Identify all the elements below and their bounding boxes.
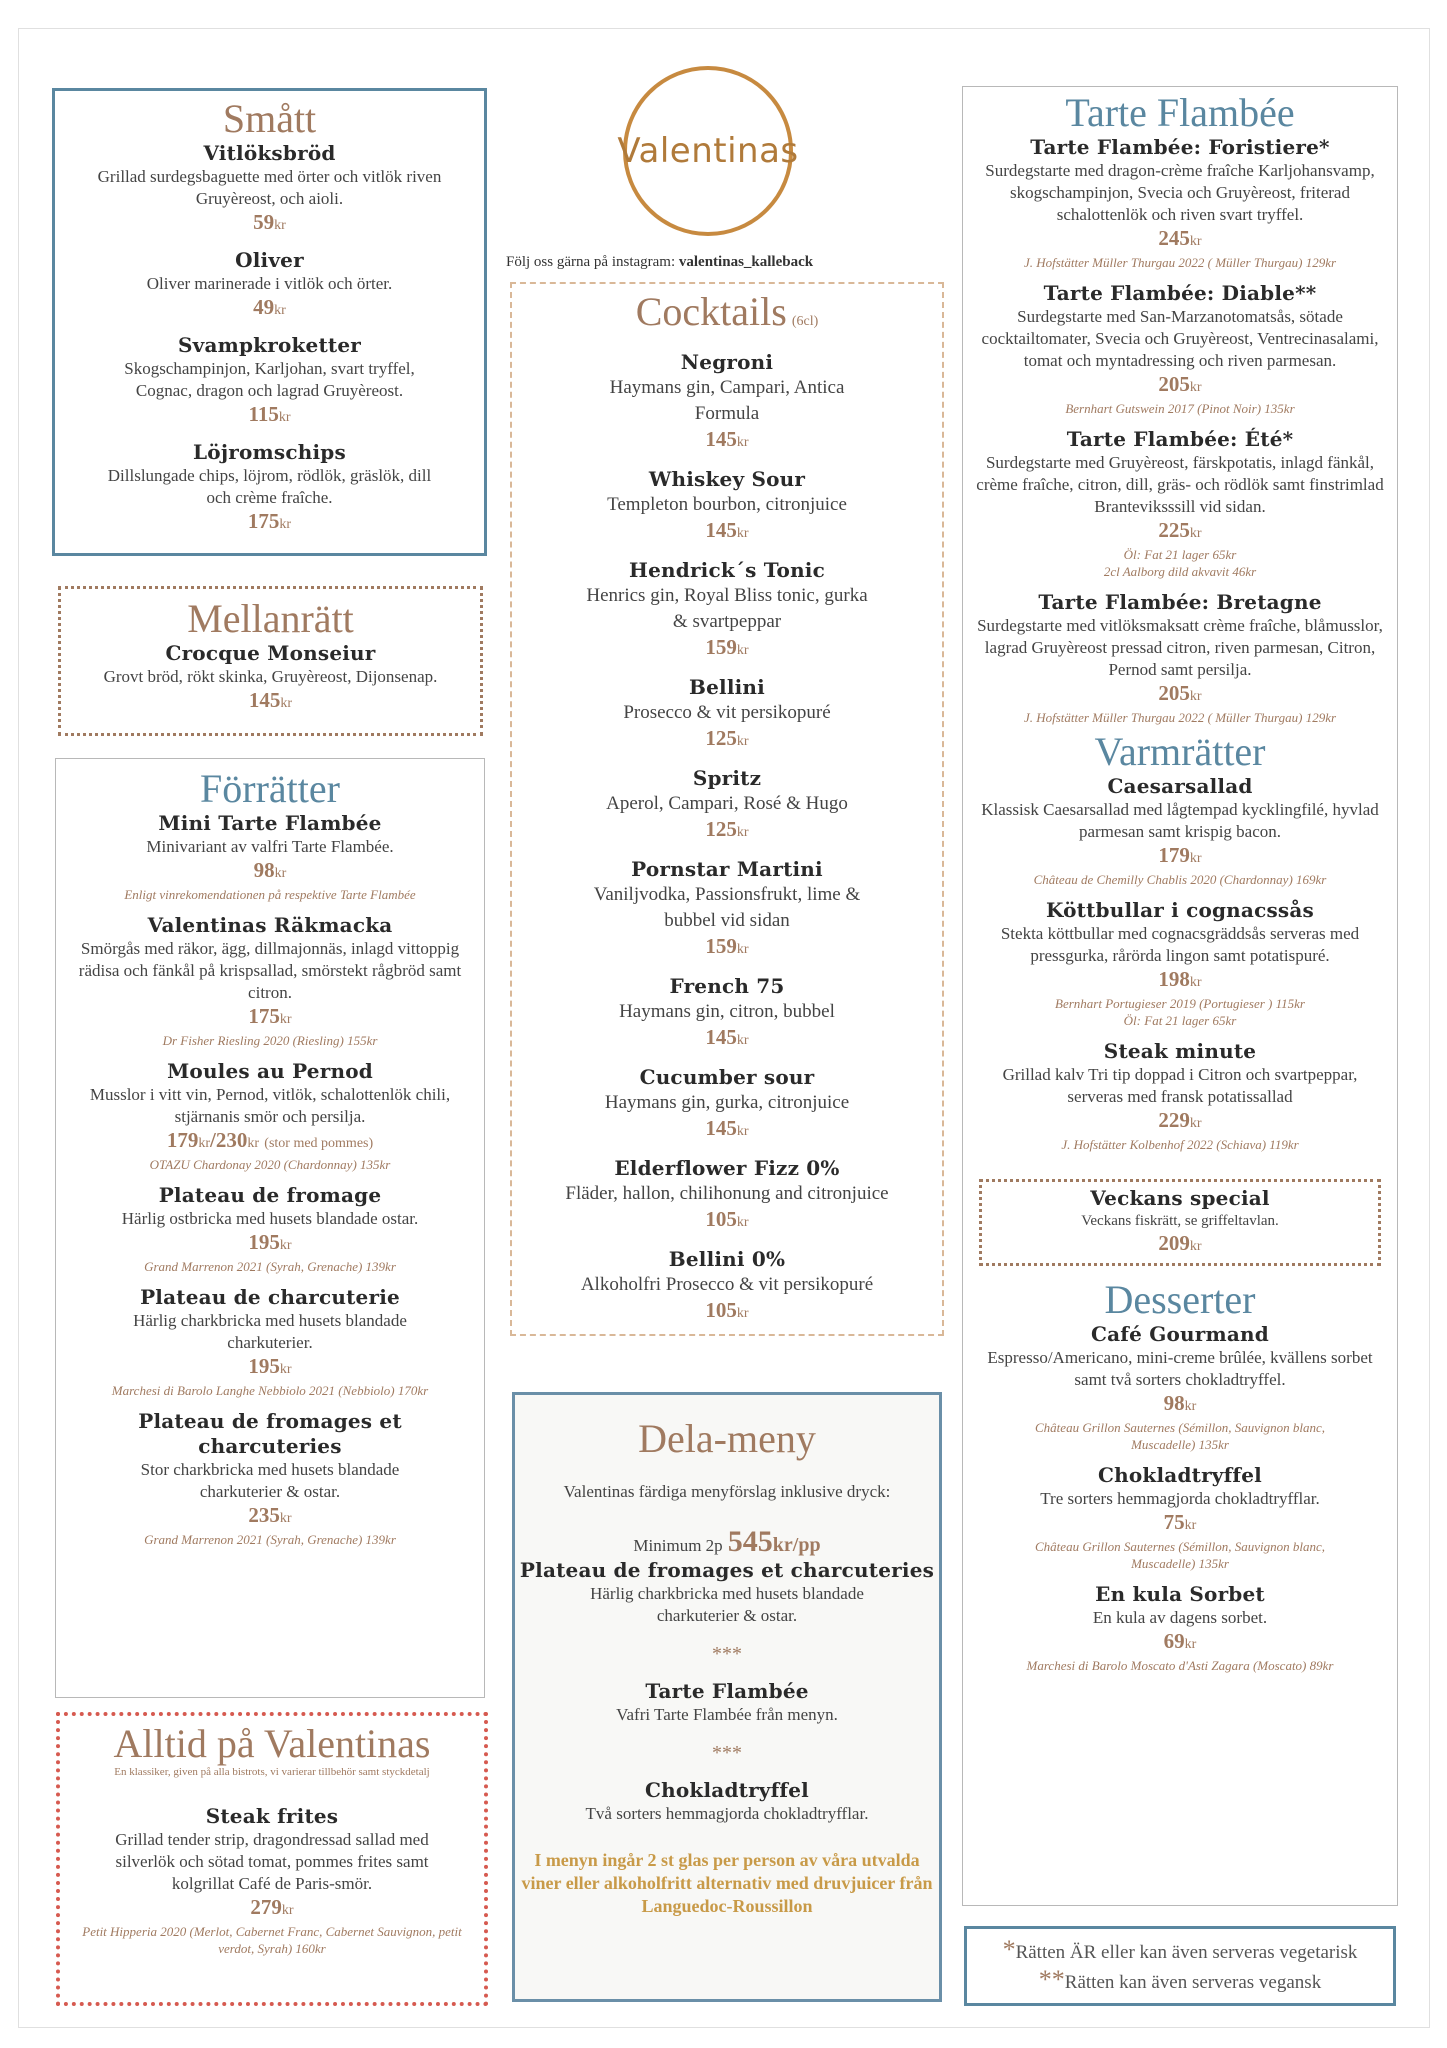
dish-price: 279kr bbox=[250, 1895, 294, 1919]
dish-desc: Smörgås med räkor, ägg, dillmajonnäs, inlagd vittoppig rädisa och fänkål på krispsallad, smörstekt rågbröd samt citron. bbox=[78, 939, 462, 1002]
forratter-item-plateau-fromage bbox=[56, 1183, 484, 1275]
right-column-section bbox=[962, 86, 1398, 1906]
wine-pairing: Château Grillon Sauternes (Sémillon, Sauvignon blanc, Muscadelle) 135kr bbox=[1035, 1420, 1325, 1452]
dish-name: Tarte Flambée: Bretagne bbox=[1038, 590, 1322, 614]
wine-pairing: Château Grillon Sauternes (Sémillon, Sauvignon blanc, Muscadelle) 135kr bbox=[1035, 1539, 1325, 1571]
dish-price: 175kr bbox=[248, 1004, 292, 1028]
cocktail-item bbox=[512, 766, 942, 845]
dish-desc: Skogschampinjon, Karljohan, svart tryffel, Cognac, dragon och lagrad Gruyèreost. bbox=[124, 359, 415, 400]
dish-name: Svampkroketter bbox=[177, 333, 362, 357]
dish-desc: Klassisk Caesarsallad med lågtempad kycklingfilé, hyvlad parmesan samt krispig bacon. bbox=[981, 800, 1379, 841]
delameny-item-name: Chokladtryffel bbox=[645, 1778, 809, 1802]
mellanratt-title: Mellanrätt bbox=[187, 596, 354, 641]
dish-name: En kula Sorbet bbox=[1095, 1582, 1265, 1606]
cocktail-desc: Henrics gin, Royal Bliss tonic, gurka & svartpeppar bbox=[586, 585, 868, 632]
dish-desc: Surdegstarte med vitlöksmaksatt crème fraîche, blåmusslor, lagrad Gruyèreost pressad citron, riven parmesan, Citron, Pernod samt persilja. bbox=[977, 616, 1383, 679]
delameny-item-desc: Vafri Tarte Flambée från menyn. bbox=[616, 1705, 838, 1724]
dish-price: 209kr bbox=[1158, 1231, 1202, 1255]
dessert-item-cafe-gourmand bbox=[963, 1322, 1397, 1453]
cocktail-name: Pornstar Martini bbox=[631, 857, 823, 881]
veckans-special-box bbox=[979, 1179, 1381, 1266]
cocktail-price: 125kr bbox=[705, 726, 749, 750]
cocktail-price: 145kr bbox=[705, 1116, 749, 1140]
cocktail-price: 145kr bbox=[705, 1025, 749, 1049]
tarte-item-diable bbox=[963, 281, 1397, 417]
forratter-item-mini-tarte bbox=[56, 811, 484, 903]
dish-desc: Surdegstarte med Gruyèreost, färskpotatis, inlagd fänkål, crème fraîche, citron, dill, gräs- och rödlök samt finstrimlad Branteviksssill vid sidan. bbox=[976, 453, 1384, 516]
smatt-item-vitloksbrod bbox=[55, 141, 484, 238]
cocktail-price: 105kr bbox=[705, 1298, 749, 1322]
cocktail-desc: Vaniljvodka, Passionsfrukt, lime & bubbel vid sidan bbox=[593, 884, 861, 931]
cocktail-desc: Haymans gin, gurka, citronjuice bbox=[604, 1092, 850, 1113]
dish-desc: Musslor i vitt vin, Pernod, vitlök, schalottenlök chili, stjärnanis smör och persilja. bbox=[89, 1085, 451, 1126]
dish-price: 175kr bbox=[247, 509, 292, 533]
cocktail-name: Bellini bbox=[689, 675, 765, 699]
cocktail-desc: Alkoholfri Prosecco & vit persikopuré bbox=[580, 1274, 874, 1295]
wine-pairing: Bernhart Portugieser 2019 (Portugieser ) 115kr bbox=[1055, 996, 1305, 1011]
dish-desc: En kula av dagens sorbet. bbox=[1092, 1608, 1268, 1627]
legend-vegan: **Rätten kan även serveras vegansk bbox=[1038, 1965, 1322, 1994]
cocktail-desc: Fläder, hallon, chilihonung and citronjuice bbox=[565, 1183, 889, 1204]
cocktail-item bbox=[512, 675, 942, 754]
cocktail-name: Whiskey Sour bbox=[648, 467, 806, 491]
wine-pairing: Dr Fisher Riesling 2020 (Riesling) 155kr bbox=[162, 1033, 378, 1048]
tarte-item-ete bbox=[963, 427, 1397, 580]
cocktail-desc: Prosecco & vit persikopuré bbox=[623, 702, 831, 723]
cocktail-desc: Templeton bourbon, citronjuice bbox=[607, 494, 847, 515]
dish-name: Oliver bbox=[235, 248, 304, 272]
dish-price: 179kr/230kr (stor med pommes) bbox=[166, 1128, 374, 1152]
cocktail-item bbox=[512, 467, 942, 546]
dish-desc: Dillslungade chips, löjrom, rödlök, gräslök, dill och crème fraîche. bbox=[107, 466, 432, 507]
dish-name: Mini Tarte Flambée bbox=[158, 811, 382, 835]
forratter-item-moules bbox=[56, 1059, 484, 1173]
dish-price: 69kr bbox=[1163, 1629, 1197, 1653]
dish-desc: Härlig ostbricka med husets blandade ostar. bbox=[121, 1209, 419, 1228]
cocktail-name: Negroni bbox=[680, 350, 774, 374]
wine-pairing: Öl: Fat 21 lager 65kr bbox=[1123, 547, 1237, 562]
dish-desc: Surdegstarte med San-Marzanotomatsås, sötade cocktailtomater, Svecia och Gruyèreost, Ventrecinasalami, tomat och myntadressing och riven parmesan. bbox=[981, 307, 1379, 370]
dish-desc: Surdegstarte med dragon-crème fraîche Karljohansvamp, skogschampinjon, Svecia och Gruyèreost, friterad schalottenlök och riven svart tryffel. bbox=[985, 161, 1375, 224]
varm-item-caesar bbox=[963, 774, 1397, 888]
cocktail-price: 145kr bbox=[705, 427, 749, 451]
dish-name: Plateau de fromages et charcuteries bbox=[138, 1409, 402, 1458]
valentinas-logo: Valentinas bbox=[623, 66, 793, 236]
dish-name: Chokladtryffel bbox=[1098, 1463, 1262, 1487]
cocktail-desc: Aperol, Campari, Rosé & Hugo bbox=[606, 793, 848, 814]
dish-price: 245kr bbox=[1158, 226, 1202, 250]
smatt-item-svampkroketter bbox=[55, 333, 484, 430]
cocktail-name: Spritz bbox=[692, 766, 762, 790]
dish-name: Café Gourmand bbox=[1091, 1322, 1269, 1346]
dish-desc: Espresso/Americano, mini-creme brûlée, kvällens sorbet samt två sorters chokladtryffel. bbox=[987, 1348, 1373, 1389]
varmratter-title: Varmrätter bbox=[1094, 729, 1266, 774]
delameny-minimum: Minimum 2p 545kr/pp bbox=[633, 1525, 821, 1558]
varm-item-steak-minute bbox=[963, 1039, 1397, 1153]
tarte-item-bretagne bbox=[963, 590, 1397, 726]
cocktail-item bbox=[512, 857, 942, 962]
delameny-note: I menyn ingår 2 st glas per person av våra utvalda viner eller alkoholfritt alternativ med druvjuicer från Languedoc-Roussillon bbox=[521, 1850, 933, 1916]
cocktail-price: 125kr bbox=[705, 817, 749, 841]
wine-pairing-2: 2cl Aalborg dild akvavit 46kr bbox=[1103, 564, 1257, 579]
dish-price: 179kr bbox=[1158, 843, 1202, 867]
dish-name: Plateau de charcuterie bbox=[140, 1285, 400, 1309]
forratter-section bbox=[55, 758, 485, 1698]
forratter-title: Förrätter bbox=[200, 766, 340, 811]
wine-pairing: J. Hofstätter Kolbenhof 2022 (Schiava) 119kr bbox=[1061, 1137, 1299, 1152]
separator: *** bbox=[712, 1742, 742, 1764]
wine-pairing: Marchesi di Barolo Langhe Nebbiolo 2021 (Nebbiolo) 170kr bbox=[111, 1383, 429, 1398]
dish-desc: Tre sorters hemmagjorda chokladtryfflar. bbox=[1040, 1489, 1320, 1508]
dish-price: 205kr bbox=[1158, 681, 1202, 705]
wine-pairing: Bernhart Gutswein 2017 (Pinot Noir) 135kr bbox=[1065, 401, 1295, 416]
dish-name: Moules au Pernod bbox=[167, 1059, 373, 1083]
dish-price: 235kr bbox=[248, 1503, 292, 1527]
dish-desc: Stekta köttbullar med cognacsgräddsås serveras med pressgurka, rårörda lingon samt potatispuré. bbox=[1000, 924, 1360, 965]
dish-price: 195kr bbox=[248, 1354, 292, 1378]
dish-name: Caesarsallad bbox=[1107, 774, 1253, 798]
alltid-title: Alltid på Valentinas bbox=[113, 1721, 431, 1766]
dish-name: Vitlöksbröd bbox=[203, 141, 336, 165]
cocktail-item bbox=[512, 558, 942, 663]
legend-vegetarian: *Rätten ÄR eller kan även serveras vegetarisk bbox=[1002, 1935, 1358, 1964]
dish-name: Tarte Flambée: Été* bbox=[1066, 427, 1294, 451]
cocktail-price: 159kr bbox=[705, 635, 749, 659]
cocktail-item bbox=[512, 1065, 942, 1144]
wine-pairing: Marchesi di Barolo Moscato d'Asti Zagara (Moscato) 89kr bbox=[1026, 1658, 1334, 1673]
smatt-section bbox=[52, 88, 487, 556]
cocktails-header bbox=[512, 290, 942, 334]
dessert-item-sorbet bbox=[963, 1582, 1397, 1674]
wine-pairing: J. Hofstätter Müller Thurgau 2022 ( Müller Thurgau) 129kr bbox=[1023, 710, 1337, 725]
cocktail-name: Elderflower Fizz 0% bbox=[614, 1156, 840, 1180]
dish-name: Valentinas Räkmacka bbox=[147, 913, 393, 937]
delameny-item-name: Tarte Flambée bbox=[645, 1679, 809, 1703]
wine-pairing: Château de Chemilly Chablis 2020 (Chardonnay) 169kr bbox=[1033, 872, 1327, 887]
dish-desc: Minivariant av valfri Tarte Flambée. bbox=[146, 837, 394, 856]
dish-price: 205kr bbox=[1158, 372, 1202, 396]
wine-pairing: Enligt vinrekomendationen på respektive Tarte Flambée bbox=[124, 887, 416, 902]
wine-pairing: Petit Hipperia 2020 (Merlot, Cabernet Franc, Cabernet Sauvignon, petit verdot, Syrah) 160kr bbox=[82, 1924, 462, 1956]
dish-price: 229kr bbox=[1158, 1108, 1202, 1132]
alltid-section bbox=[56, 1712, 488, 2006]
dish-price: 75kr bbox=[1163, 1510, 1197, 1534]
cocktail-desc: Haymans gin, Campari, Antica Formula bbox=[609, 377, 845, 424]
cocktail-desc: Haymans gin, citron, bubbel bbox=[619, 1001, 835, 1022]
dish-name: Tarte Flambée: Diable** bbox=[1043, 281, 1317, 305]
delameny-item-desc: Två sorters hemmagjorda chokladtryfflar. bbox=[585, 1804, 869, 1823]
varm-item-kottbullar bbox=[963, 898, 1397, 1029]
wine-pairing: OTAZU Chardonay 2020 (Chardonnay) 135kr bbox=[149, 1157, 391, 1172]
dessert-item-chokladtryffel bbox=[963, 1463, 1397, 1572]
dish-name: Steak minute bbox=[1103, 1039, 1257, 1063]
cocktail-name: Cucumber sour bbox=[639, 1065, 815, 1089]
dish-name: Löjromschips bbox=[193, 440, 346, 464]
delameny-title: Dela-meny bbox=[638, 1416, 816, 1461]
dish-desc: Härlig charkbricka med husets blandade charkuterier. bbox=[133, 1311, 407, 1352]
dish-name: Steak frites bbox=[205, 1804, 339, 1828]
dish-price: 145kr bbox=[248, 688, 293, 712]
dish-name: Veckans special bbox=[1090, 1186, 1270, 1210]
dish-price: 198kr bbox=[1158, 967, 1202, 991]
dish-name: Köttbullar i cognacssås bbox=[1045, 898, 1315, 922]
smatt-title: Smått bbox=[222, 96, 317, 141]
alltid-subtitle: En klassiker, given på alla bistrots, vi varierar tillbehör samt styckdetalj bbox=[114, 1766, 430, 1778]
dish-price: 98kr bbox=[1163, 1391, 1197, 1415]
dish-desc: Stor charkbricka med husets blandade charkuterier & ostar. bbox=[140, 1460, 400, 1501]
dish-name: Plateau de fromage bbox=[158, 1183, 382, 1207]
cocktail-item bbox=[512, 974, 942, 1053]
separator: *** bbox=[712, 1643, 742, 1665]
dish-price: 195kr bbox=[248, 1230, 292, 1254]
cocktail-name: French 75 bbox=[669, 974, 785, 998]
smatt-item-oliver bbox=[55, 248, 484, 323]
dish-name: Tarte Flambée: Foristiere* bbox=[1030, 135, 1330, 159]
instagram-line: Följ oss gärna på instagram: valentinas_kalleback bbox=[506, 254, 814, 270]
cocktail-item bbox=[512, 350, 942, 455]
dish-price: 115kr bbox=[248, 402, 291, 426]
cocktail-price: 145kr bbox=[705, 518, 749, 542]
cocktail-name: Hendrick´s Tonic bbox=[629, 558, 825, 582]
legend-box bbox=[964, 1926, 1396, 2006]
cocktails-title: Cocktails bbox=[635, 289, 787, 334]
wine-pairing: J. Hofstätter Müller Thurgau 2022 ( Müller Thurgau) 129kr bbox=[1023, 255, 1337, 270]
forratter-item-plateau-charcuterie bbox=[56, 1285, 484, 1399]
tarte-title: Tarte Flambée bbox=[1065, 90, 1295, 135]
mellanratt-section bbox=[58, 586, 483, 736]
dish-price: 225kr bbox=[1158, 518, 1202, 542]
forratter-item-rakmacka bbox=[56, 913, 484, 1049]
dish-price: 59kr bbox=[253, 210, 286, 234]
dish-desc: Veckans fiskrätt, se griffeltavlan. bbox=[1081, 1213, 1279, 1229]
cocktail-price: 159kr bbox=[705, 934, 749, 958]
cocktails-title-note: (6cl) bbox=[791, 314, 819, 329]
cocktails-section bbox=[510, 282, 944, 1336]
dish-desc: Grovt bröd, rökt skinka, Gruyèreost, Dijonsenap. bbox=[103, 667, 438, 686]
dish-desc: Grillad tender strip, dragondressad sallad med silverlök och sötad tomat, pommes frites samt kolgrillat Café de Paris-smör. bbox=[115, 1830, 429, 1893]
wine-pairing-2: Öl: Fat 21 lager 65kr bbox=[1123, 1013, 1237, 1028]
dish-desc: Grillad kalv Tri tip doppad i Citron och svartpeppar, serveras med fransk potatissallad bbox=[1002, 1065, 1358, 1106]
cocktail-item bbox=[512, 1247, 942, 1326]
wine-pairing: Grand Marrenon 2021 (Syrah, Grenache) 139kr bbox=[144, 1259, 396, 1274]
forratter-item-plateau-fromages-charcuteries bbox=[56, 1409, 484, 1548]
delameny-intro: Valentinas färdiga menyförslag inklusive dryck: bbox=[563, 1482, 891, 1501]
dish-price: 98kr bbox=[253, 858, 287, 882]
smatt-item-lojromschips bbox=[55, 440, 484, 537]
dish-desc: Grillad surdegsbaguette med örter och vitlök riven Gruyèreost, och aioli. bbox=[97, 167, 442, 208]
delameny-item-name: Plateau de fromages et charcuteries bbox=[519, 1558, 935, 1582]
instagram-handle[interactable]: valentinas_kalleback bbox=[678, 254, 814, 270]
tarte-item-foristiere bbox=[963, 135, 1397, 271]
delameny-item-desc: Härlig charkbricka med husets blandade charkuterier & ostar. bbox=[590, 1584, 864, 1625]
desserter-title: Desserter bbox=[1104, 1277, 1256, 1322]
dish-desc: Oliver marinerade i vitlök och örter. bbox=[146, 274, 393, 293]
wine-pairing: Grand Marrenon 2021 (Syrah, Grenache) 139kr bbox=[144, 1532, 396, 1547]
cocktail-price: 105kr bbox=[705, 1207, 749, 1231]
dish-name: Crocque Monseiur bbox=[165, 641, 376, 665]
cocktail-name: Bellini 0% bbox=[668, 1247, 786, 1271]
dish-price: 49kr bbox=[253, 295, 286, 319]
delameny-section bbox=[512, 1392, 942, 2002]
cocktail-item bbox=[512, 1156, 942, 1235]
